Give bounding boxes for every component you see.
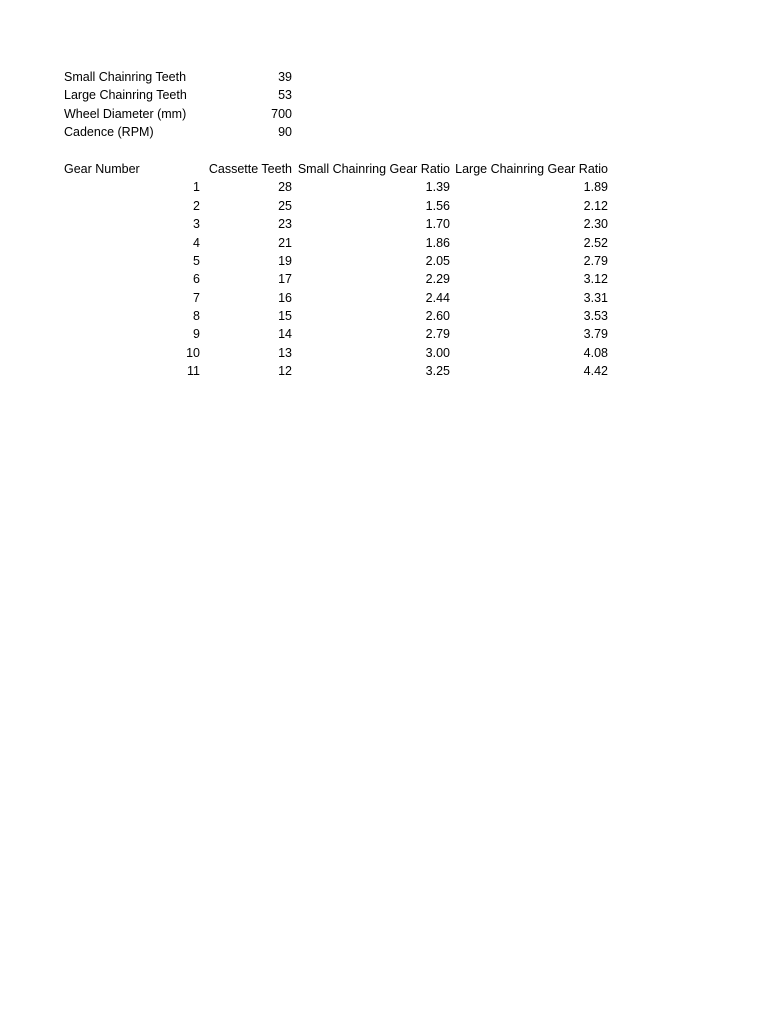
large-ratio-cell[interactable]: 3.79 [583,327,608,342]
large-ratio-cell[interactable]: 3.31 [583,290,608,305]
table-row [64,178,624,196]
small-ratio-cell[interactable]: 1.86 [425,235,450,250]
parameter-block [64,68,624,142]
table-row [64,325,624,343]
small-ratio-cell[interactable]: 1.56 [425,198,450,213]
header-small-ratio[interactable]: Small Chainring Gear Ratio [297,161,450,176]
large-ratio-cell[interactable]: 1.89 [583,180,608,195]
blank-row [64,142,624,160]
cassette-teeth-cell[interactable]: 15 [278,309,292,324]
gear-table [64,160,624,381]
param-row-large-chainring [64,86,624,104]
large-ratio-cell[interactable]: 2.12 [583,198,608,213]
cassette-teeth-cell[interactable]: 19 [278,253,292,268]
small-ratio-cell[interactable]: 3.25 [425,364,450,379]
table-row [64,215,624,233]
table-row [64,344,624,362]
table-row [64,307,624,325]
cassette-teeth-cell[interactable]: 17 [278,272,292,287]
small-ratio-cell[interactable]: 2.29 [425,272,450,287]
small-ratio-cell[interactable]: 2.05 [425,253,450,268]
param-row-cadence [64,123,624,141]
gear-number-cell[interactable]: 5 [193,253,200,268]
cassette-teeth-cell[interactable]: 16 [278,290,292,305]
gear-number-cell[interactable]: 4 [193,235,200,250]
cassette-teeth-cell[interactable]: 21 [278,235,292,250]
param-row-wheel-diameter [64,105,624,123]
cassette-teeth-cell[interactable]: 12 [278,364,292,379]
large-ratio-cell[interactable]: 2.79 [583,253,608,268]
large-ratio-cell[interactable]: 3.53 [583,309,608,324]
table-row [64,362,624,380]
param-label[interactable]: Cadence (RPM) [64,125,154,140]
header-gear-number[interactable]: Gear Number [64,161,140,176]
gear-number-cell[interactable]: 9 [193,327,200,342]
param-value[interactable]: 39 [278,70,292,84]
gear-number-cell[interactable]: 10 [186,345,200,360]
cassette-teeth-cell[interactable]: 14 [278,327,292,342]
param-label[interactable]: Small Chainring Teeth [64,70,187,84]
gear-number-cell[interactable]: 2 [193,198,200,213]
large-ratio-cell[interactable]: 4.42 [583,364,608,379]
param-value[interactable]: 700 [271,106,292,121]
gear-number-cell[interactable]: 1 [193,180,200,195]
small-ratio-cell[interactable]: 2.79 [425,327,450,342]
cassette-teeth-cell[interactable]: 13 [278,345,292,360]
small-ratio-cell[interactable]: 2.60 [425,309,450,324]
gear-number-cell[interactable]: 7 [193,290,200,305]
table-row [64,234,624,252]
cassette-teeth-cell[interactable]: 28 [278,180,292,195]
table-header-row [64,160,624,178]
small-ratio-cell[interactable]: 2.44 [425,290,450,305]
table-body [64,178,624,380]
spreadsheet [64,68,624,381]
param-value[interactable]: 90 [278,125,292,140]
param-label[interactable]: Wheel Diameter (mm) [64,106,187,121]
large-ratio-cell[interactable]: 2.52 [583,235,608,250]
cassette-teeth-cell[interactable]: 25 [278,198,292,213]
large-ratio-cell[interactable]: 2.30 [583,217,608,232]
large-ratio-cell[interactable]: 3.12 [583,272,608,287]
param-row-small-chainring [64,68,624,86]
gear-number-cell[interactable]: 11 [187,364,200,379]
cassette-teeth-cell[interactable]: 23 [278,217,292,232]
header-cassette-teeth[interactable]: Cassette Teeth [208,161,292,176]
table-row [64,197,624,215]
gear-number-cell[interactable]: 3 [193,217,200,232]
small-ratio-cell[interactable]: 1.39 [425,180,450,195]
small-ratio-cell[interactable]: 1.70 [425,217,450,232]
table-row [64,270,624,288]
gear-number-cell[interactable]: 8 [193,309,200,324]
param-label[interactable]: Large Chainring Teeth [64,88,187,103]
gear-number-cell[interactable]: 6 [193,272,200,287]
header-large-ratio[interactable]: Large Chainring Gear Ratio [455,161,608,176]
small-ratio-cell[interactable]: 3.00 [425,345,450,360]
param-value[interactable]: 53 [278,88,292,103]
table-row [64,252,624,270]
large-ratio-cell[interactable]: 4.08 [583,345,608,360]
table-row [64,289,624,307]
